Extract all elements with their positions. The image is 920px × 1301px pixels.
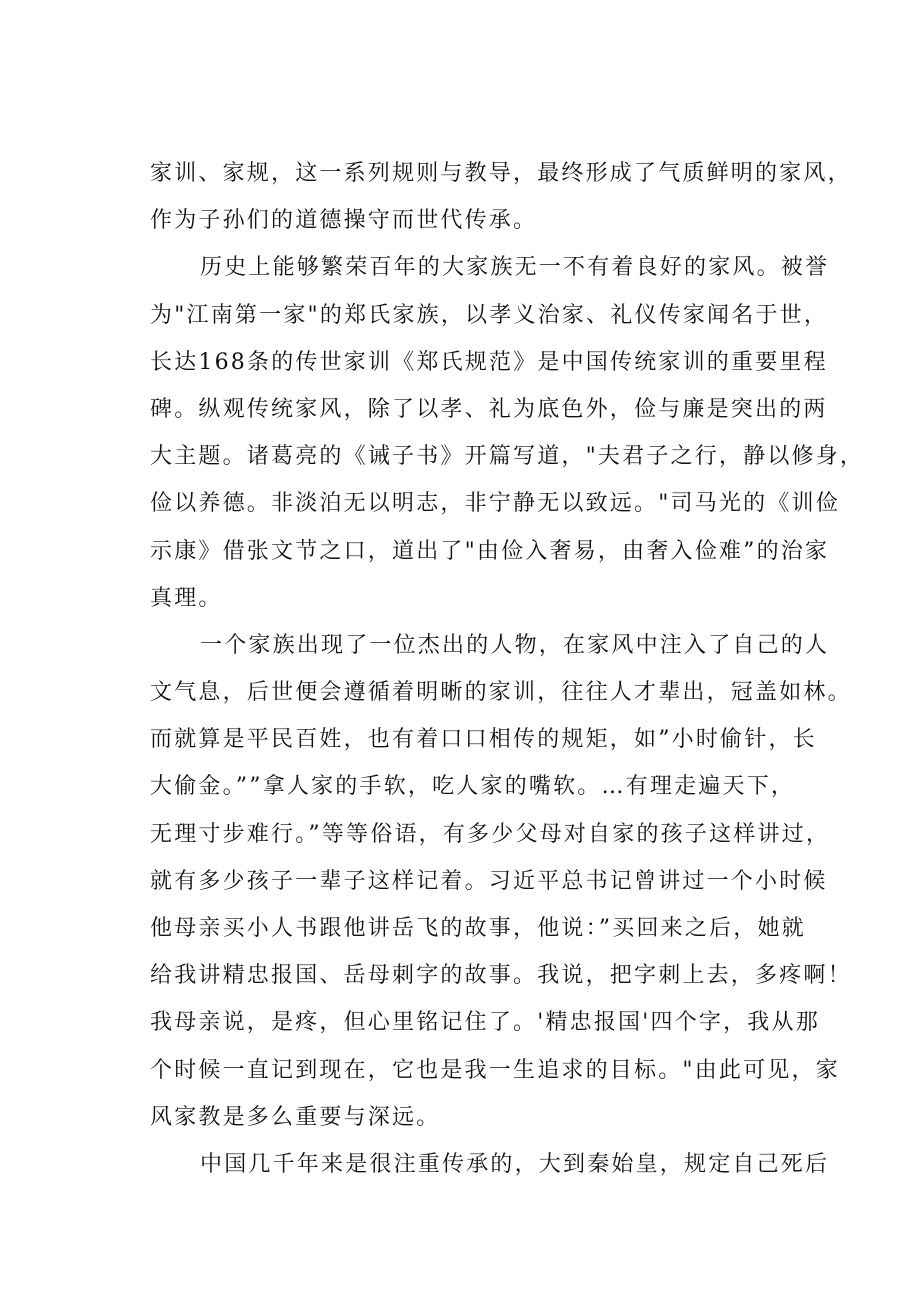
- text-line: 而就算是平民百姓，也有着口口相传的规矩，如”小时偷针，长: [150, 727, 817, 753]
- text-line: 他母亲买小人书跟他讲岳飞的故事，他说：”买回来之后，她就: [150, 916, 806, 941]
- text-line: 真理。: [150, 585, 223, 611]
- paragraph-3: [150, 622, 852, 1141]
- text-line: 文气息，后世便会遵循着明晰的家训，往往人才辈出，冠盖如林。: [150, 680, 852, 706]
- text-line: 碑。纵观传统家风，除了以孝、礼为底色外，俭与廉是突出的两: [150, 396, 828, 422]
- paragraph-1: [150, 150, 852, 244]
- text-line: 给我讲精忠报国、岳母刺字的故事。我说，把字刺上去，多疼啊！: [150, 963, 852, 989]
- document-body: [150, 150, 865, 1188]
- text-line: 俭以养德。非淡泊无以明志，非宁静无以致远。"司马光的《训俭: [150, 491, 840, 517]
- paragraph-4: [150, 1141, 830, 1188]
- text-line: 长达168条的传世家训《郑氏规范》是中国传统家训的重要里程: [150, 349, 828, 375]
- text-line: 示康》借张文节之口，道出了"由俭入奢易，由奢入俭难”的治家: [150, 538, 830, 564]
- text-line: 为"江南第一家"的郑氏家族，以孝义治家、礼仪传家闻名于世，: [150, 302, 829, 328]
- text-line: 中国几千年来是很注重传承的，大到秦始皇，规定自己死后: [200, 1151, 830, 1177]
- paragraph-2: [150, 244, 865, 622]
- text-line: 风家教是多么重要与深远。: [150, 1104, 441, 1130]
- text-line: 我母亲说，是疼，但心里铭记住了。'精忠报国'四个字，我从那: [150, 1010, 820, 1036]
- text-line: 作为子孙们的道德操守而世代传承。: [150, 208, 538, 234]
- text-line: 就有多少孩子一辈子这样记着。习近平总书记曾讲过一个小时候: [150, 868, 828, 894]
- text-line: 大主题。诸葛亮的《诫子书》开篇写道，"夫君子之行，静以修身，: [150, 444, 865, 470]
- text-line: 无理寸步难行。”等等俗语，有多少父母对自家的孩子这样讲过，: [150, 821, 831, 847]
- text-line: 大偷金。””拿人家的手软，吃人家的嘴软。…有理走遍天下，: [150, 774, 796, 800]
- text-line: 家训、家规，这一系列规则与教导，最终形成了气质鲜明的家风，: [150, 161, 852, 186]
- text-line: 一个家族出现了一位杰出的人物，在家风中注入了自己的人: [200, 632, 830, 658]
- text-line: 个时候一直记到现在，它也是我一生追求的目标。"由此可见，家: [150, 1057, 840, 1083]
- text-line: 历史上能够繁荣百年的大家族无一不有着良好的家风。被誉: [200, 255, 830, 281]
